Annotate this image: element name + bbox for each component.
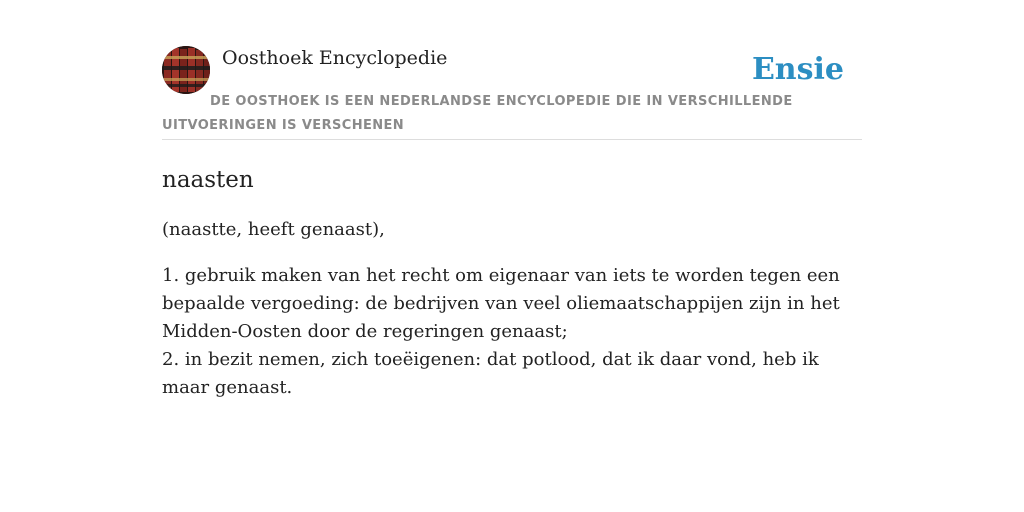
source-header [162, 46, 862, 140]
definition-sense: 1. gebruik maken van het recht om eigenaar van iets te worden tegen een bepaalde vergoeding: de bedrijven van veel oliemaatschappijen zijn in het Midden-Oosten door de regeringen genaast; [162, 265, 840, 342]
page [162, 0, 862, 402]
source-title[interactable]: Oosthoek Encyclopedie [222, 47, 448, 69]
source-description: DE OOSTHOEK IS EEN NEDERLANDSE ENCYCLOPEDIE DIE IN VERSCHILLENDE UITVOERINGEN IS VERSCHENEN [162, 94, 793, 133]
entry-headword: naasten [162, 167, 254, 193]
source-avatar[interactable] [162, 46, 210, 94]
brand-logo[interactable]: Ensie [751, 52, 844, 87]
entry-forms: (naastte, heeft genaast), [162, 219, 385, 240]
definition-sense: 2. in bezit nemen, zich toeëigenen: dat potlood, dat ik daar vond, heb ik maar genaast. [162, 349, 819, 398]
entry-definition [162, 262, 862, 402]
encyclopedia-books-icon [162, 46, 210, 94]
